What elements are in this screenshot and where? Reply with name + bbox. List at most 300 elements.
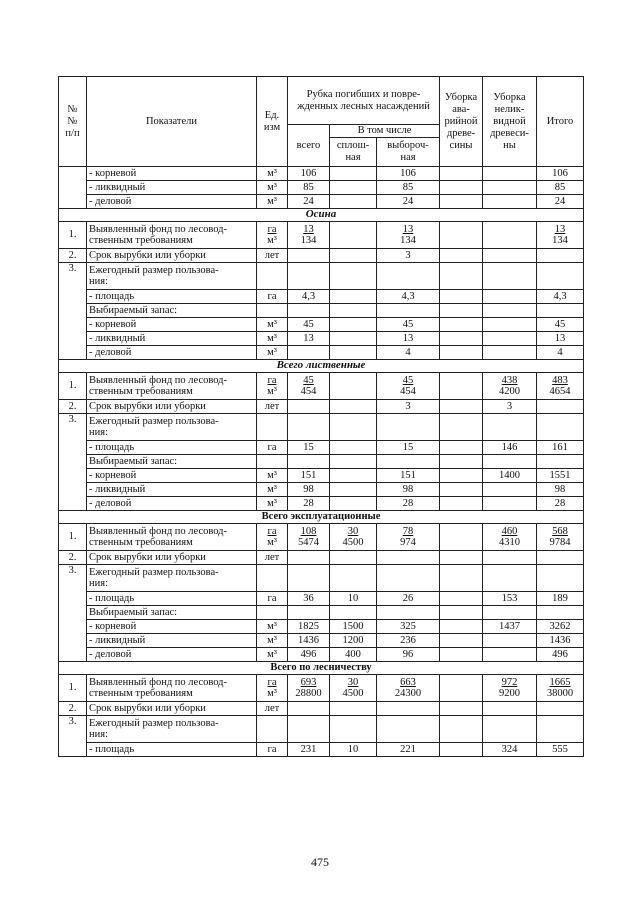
cell-nonliq (483, 249, 537, 263)
empty-cell (537, 455, 584, 469)
header-felling: Рубка погибших и повре- жденных лесных насаждений (288, 77, 440, 125)
cell-nonliq (483, 634, 537, 648)
cell-nonliq-area: 972 (501, 676, 518, 688)
empty-cell (377, 455, 440, 469)
row-unit: м³ (257, 483, 288, 497)
row-unit (257, 222, 288, 249)
table-row (59, 332, 584, 346)
cell-tot-area: 13 (554, 223, 566, 235)
table-row (59, 263, 584, 290)
cell-sel: 28 (377, 497, 440, 511)
empty-cell (537, 606, 584, 620)
cell-all (288, 249, 330, 263)
cell-sel: 45 (377, 318, 440, 332)
empty-cell (377, 606, 440, 620)
row-unit: м³ (257, 318, 288, 332)
cell-all: 85 (288, 181, 330, 195)
cell-sel: 26 (377, 592, 440, 606)
row-label: - корневой (87, 620, 257, 634)
cell-acc (440, 249, 483, 263)
cell-acc (440, 400, 483, 414)
row-label: Ежегодный размер пользова- ния: (87, 565, 257, 592)
cell-clear (330, 400, 377, 414)
cell-all-volume: 28800 (295, 688, 322, 699)
row-label: Выявленный фонд по лесовод- ственным требованиям (87, 524, 257, 551)
empty-cell (377, 304, 440, 318)
empty-cell (288, 606, 330, 620)
table-row (59, 716, 584, 743)
unit-volume: м³ (267, 235, 277, 246)
row-number (59, 167, 87, 209)
table-row (59, 483, 584, 497)
empty-cell (330, 304, 377, 318)
section-header-row (59, 209, 584, 222)
cell-tot-volume: 134 (552, 235, 568, 246)
cell-all (288, 373, 330, 400)
row-unit: га (257, 441, 288, 455)
cell-acc (440, 469, 483, 483)
empty-cell (330, 565, 377, 592)
cell-all (288, 346, 330, 360)
cell-tot: 45 (537, 318, 584, 332)
empty-cell (330, 716, 377, 743)
cell-sel-volume: 24300 (394, 688, 422, 699)
header-inc: В том числе (330, 125, 440, 138)
table-row (59, 249, 584, 263)
cell-clear (330, 441, 377, 455)
cell-tot: 98 (537, 483, 584, 497)
unit-area: га (267, 223, 277, 235)
cell-all: 15 (288, 441, 330, 455)
unit-volume: м³ (267, 537, 277, 548)
section-title: Всего эксплуатационные (59, 511, 584, 524)
row-unit: га (257, 592, 288, 606)
cell-acc (440, 648, 483, 662)
cell-tot: 24 (537, 195, 584, 209)
cell-tot-volume: 4654 (549, 386, 571, 397)
unit-area: га (267, 676, 277, 688)
table-row (59, 167, 584, 181)
cell-clear (330, 346, 377, 360)
cell-clear: 400 (330, 648, 377, 662)
cell-clear (330, 290, 377, 304)
cell-clear-volume: 4500 (342, 688, 364, 699)
row-label: - площадь (87, 592, 257, 606)
row-label: Срок вырубки или уборки (87, 551, 257, 565)
cell-tot-volume: 9784 (549, 537, 571, 548)
empty-cell (440, 606, 483, 620)
row-label: - деловой (87, 648, 257, 662)
cell-all: 1825 (288, 620, 330, 634)
row-label: - деловой (87, 195, 257, 209)
row-label: Срок вырубки или уборки (87, 249, 257, 263)
cell-tot: 161 (537, 441, 584, 455)
cell-sel: 15 (377, 441, 440, 455)
table-row (59, 551, 584, 565)
cell-acc (440, 195, 483, 209)
row-unit: м³ (257, 346, 288, 360)
empty-cell (257, 455, 288, 469)
cell-clear (330, 318, 377, 332)
row-number: 1. (59, 373, 87, 400)
cell-all-area: 108 (300, 525, 317, 537)
row-number: 1. (59, 524, 87, 551)
cell-tot-volume: 38000 (546, 688, 574, 699)
table-row (59, 620, 584, 634)
cell-sel (377, 551, 440, 565)
cell-tot: 3262 (537, 620, 584, 634)
row-number: 1. (59, 222, 87, 249)
cell-nonliq (483, 551, 537, 565)
cell-acc (440, 181, 483, 195)
row-label: - площадь (87, 743, 257, 757)
table-row (59, 592, 584, 606)
cell-sel: 3 (377, 400, 440, 414)
row-unit (257, 675, 288, 702)
cell-all: 106 (288, 167, 330, 181)
table-row (59, 346, 584, 360)
cell-sel: 96 (377, 648, 440, 662)
cell-nonliq: 324 (483, 743, 537, 757)
row-unit: лет (257, 702, 288, 716)
header-clear: сплош- ная (330, 138, 377, 167)
empty-cell (377, 716, 440, 743)
row-unit: га (257, 290, 288, 304)
cell-clear (330, 524, 377, 551)
row-label: Выбираемый запас: (87, 606, 257, 620)
table-row (59, 469, 584, 483)
unit-area: га (267, 374, 277, 386)
row-number: 1. (59, 675, 87, 702)
header-all: всего (288, 125, 330, 167)
row-label: - деловой (87, 346, 257, 360)
header-unit: Ед. изм (257, 77, 288, 167)
table-row (59, 222, 584, 249)
cell-tot: 1551 (537, 469, 584, 483)
row-label: Срок вырубки или уборки (87, 400, 257, 414)
cell-nonliq-volume: 4310 (499, 537, 521, 548)
cell-acc (440, 483, 483, 497)
cell-tot (537, 222, 584, 249)
empty-cell (377, 565, 440, 592)
cell-sel: 4 (377, 346, 440, 360)
cell-tot (537, 551, 584, 565)
row-label: - ликвидный (87, 483, 257, 497)
table-row (59, 195, 584, 209)
cell-nonliq (483, 702, 537, 716)
empty-cell (483, 716, 537, 743)
cell-acc (440, 441, 483, 455)
cell-nonliq: 146 (483, 441, 537, 455)
empty-cell (537, 263, 584, 290)
cell-acc (440, 290, 483, 304)
row-unit: м³ (257, 167, 288, 181)
cell-nonliq (483, 648, 537, 662)
cell-nonliq (483, 332, 537, 346)
row-label: - ликвидный (87, 332, 257, 346)
section-header-row (59, 511, 584, 524)
row-unit: м³ (257, 634, 288, 648)
row-unit: лет (257, 400, 288, 414)
row-number: 3. (59, 716, 87, 757)
cell-clear: 1500 (330, 620, 377, 634)
cell-nonliq (483, 167, 537, 181)
cell-nonliq-volume: 9200 (499, 688, 521, 699)
cell-sel-area: 45 (402, 374, 414, 386)
cell-tot-area: 568 (552, 525, 568, 537)
empty-cell (537, 565, 584, 592)
cell-clear (330, 497, 377, 511)
row-label: Срок вырубки или уборки (87, 702, 257, 716)
table-row (59, 455, 584, 469)
cell-acc (440, 318, 483, 332)
section-title: Всего лиственные (59, 360, 584, 373)
cell-nonliq (483, 675, 537, 702)
cell-all (288, 222, 330, 249)
cell-nonliq-volume: 4200 (499, 386, 521, 397)
row-unit (257, 524, 288, 551)
cell-nonliq (483, 195, 537, 209)
cell-all-volume: 134 (300, 235, 317, 246)
forest-table (58, 76, 584, 757)
header-nonliquid: Уборка нелик- видной древеси- ны (483, 77, 537, 167)
cell-all: 151 (288, 469, 330, 483)
section-header-row (59, 360, 584, 373)
section-title: Всего по лесничеству (59, 662, 584, 675)
empty-cell (537, 716, 584, 743)
cell-tot (537, 675, 584, 702)
cell-acc (440, 524, 483, 551)
cell-sel-volume: 454 (400, 386, 416, 397)
cell-nonliq (483, 181, 537, 195)
row-unit: га (257, 743, 288, 757)
empty-cell (330, 263, 377, 290)
empty-cell (330, 414, 377, 441)
table-row (59, 290, 584, 304)
cell-acc (440, 592, 483, 606)
cell-acc (440, 346, 483, 360)
cell-tot: 4 (537, 346, 584, 360)
unit-area: га (267, 525, 277, 537)
empty-cell (537, 414, 584, 441)
cell-tot (537, 524, 584, 551)
cell-acc (440, 702, 483, 716)
cell-sel (377, 524, 440, 551)
row-unit: м³ (257, 497, 288, 511)
cell-sel (377, 675, 440, 702)
row-label: Выбираемый запас: (87, 455, 257, 469)
empty-cell (257, 304, 288, 318)
table-row (59, 181, 584, 195)
cell-sel-volume: 134 (400, 235, 416, 246)
empty-cell (483, 414, 537, 441)
cell-sel (377, 222, 440, 249)
row-label: - ликвидный (87, 181, 257, 195)
cell-all: 231 (288, 743, 330, 757)
cell-tot (537, 400, 584, 414)
row-unit: м³ (257, 620, 288, 634)
cell-clear (330, 222, 377, 249)
cell-all (288, 551, 330, 565)
empty-cell (440, 716, 483, 743)
cell-tot: 13 (537, 332, 584, 346)
cell-acc (440, 675, 483, 702)
cell-nonliq: 1400 (483, 469, 537, 483)
cell-tot (537, 373, 584, 400)
cell-nonliq: 153 (483, 592, 537, 606)
row-label: - корневой (87, 167, 257, 181)
cell-nonliq-area: 460 (501, 525, 518, 537)
cell-tot: 4,3 (537, 290, 584, 304)
table-row (59, 743, 584, 757)
table-row (59, 414, 584, 441)
empty-cell (288, 716, 330, 743)
row-number: 2. (59, 400, 87, 414)
empty-cell (377, 263, 440, 290)
empty-cell (257, 414, 288, 441)
empty-cell (257, 716, 288, 743)
cell-all (288, 524, 330, 551)
header-selective: выбороч- ная (377, 138, 440, 167)
cell-clear-area: 30 (347, 676, 359, 688)
cell-sel: 98 (377, 483, 440, 497)
cell-tot: 1436 (537, 634, 584, 648)
unit-volume: м³ (267, 688, 277, 699)
row-number: 2. (59, 551, 87, 565)
cell-clear (330, 469, 377, 483)
cell-acc (440, 634, 483, 648)
row-unit: лет (257, 551, 288, 565)
cell-tot: 85 (537, 181, 584, 195)
cell-clear (330, 181, 377, 195)
empty-cell (288, 304, 330, 318)
table-row (59, 400, 584, 414)
cell-all: 45 (288, 318, 330, 332)
cell-nonliq (483, 346, 537, 360)
empty-cell (483, 606, 537, 620)
empty-cell (257, 606, 288, 620)
cell-all-area: 693 (300, 676, 317, 688)
row-unit (257, 373, 288, 400)
cell-clear (330, 675, 377, 702)
page-number: 475 (311, 855, 329, 869)
table-row (59, 675, 584, 702)
cell-nonliq (483, 222, 537, 249)
cell-sel (377, 702, 440, 716)
empty-cell (330, 455, 377, 469)
empty-cell (288, 263, 330, 290)
cell-clear (330, 551, 377, 565)
row-unit: м³ (257, 469, 288, 483)
empty-cell (288, 565, 330, 592)
row-unit: м³ (257, 181, 288, 195)
cell-clear-volume: 4500 (342, 537, 364, 548)
cell-all: 98 (288, 483, 330, 497)
empty-cell (440, 263, 483, 290)
cell-acc (440, 497, 483, 511)
cell-acc (440, 620, 483, 634)
table-row (59, 441, 584, 455)
table-row (59, 524, 584, 551)
empty-cell (440, 565, 483, 592)
cell-sel: 151 (377, 469, 440, 483)
cell-sel: 24 (377, 195, 440, 209)
row-label: Выявленный фонд по лесовод- ственным требованиям (87, 373, 257, 400)
table-row (59, 606, 584, 620)
cell-nonliq (483, 483, 537, 497)
empty-cell (330, 606, 377, 620)
cell-all: 28 (288, 497, 330, 511)
cell-sel-area: 13 (402, 223, 414, 235)
row-label: - площадь (87, 290, 257, 304)
row-unit: м³ (257, 332, 288, 346)
header-num: № № п/п (59, 77, 87, 167)
empty-cell (257, 263, 288, 290)
cell-sel: 3 (377, 249, 440, 263)
table-row (59, 304, 584, 318)
cell-tot-area: 1665 (549, 676, 571, 688)
empty-cell (440, 455, 483, 469)
table-row (59, 648, 584, 662)
cell-acc (440, 551, 483, 565)
cell-acc (440, 373, 483, 400)
cell-tot: 555 (537, 743, 584, 757)
cell-all: 4,3 (288, 290, 330, 304)
row-label: Выбираемый запас: (87, 304, 257, 318)
cell-sel-area: 78 (402, 525, 414, 537)
row-unit: м³ (257, 195, 288, 209)
cell-clear: 10 (330, 592, 377, 606)
empty-cell (377, 414, 440, 441)
cell-nonliq (483, 290, 537, 304)
cell-all-area: 45 (303, 374, 314, 386)
cell-all: 13 (288, 332, 330, 346)
cell-clear (330, 373, 377, 400)
cell-sel: 236 (377, 634, 440, 648)
cell-clear (330, 332, 377, 346)
cell-sel: 13 (377, 332, 440, 346)
row-label: Ежегодный размер пользова- ния: (87, 414, 257, 441)
cell-all (288, 675, 330, 702)
cell-sel: 106 (377, 167, 440, 181)
cell-tot: 28 (537, 497, 584, 511)
cell-nonliq (483, 318, 537, 332)
row-unit: м³ (257, 648, 288, 662)
cell-sel: 4,3 (377, 290, 440, 304)
row-number: 2. (59, 702, 87, 716)
row-label: Ежегодный размер пользова- ния: (87, 263, 257, 290)
cell-acc (440, 167, 483, 181)
cell-nonliq: 3 (483, 400, 537, 414)
cell-tot (537, 249, 584, 263)
empty-cell (483, 263, 537, 290)
cell-tot: 106 (537, 167, 584, 181)
cell-tot: 189 (537, 592, 584, 606)
cell-sel-area: 663 (400, 676, 416, 688)
empty-cell (288, 414, 330, 441)
cell-all: 1436 (288, 634, 330, 648)
cell-sel: 325 (377, 620, 440, 634)
unit-volume: м³ (267, 386, 277, 397)
cell-clear (330, 702, 377, 716)
table-row (59, 634, 584, 648)
empty-cell (483, 565, 537, 592)
cell-nonliq (483, 373, 537, 400)
cell-all: 36 (288, 592, 330, 606)
cell-tot (537, 702, 584, 716)
table-row (59, 702, 584, 716)
row-number: 3. (59, 414, 87, 511)
